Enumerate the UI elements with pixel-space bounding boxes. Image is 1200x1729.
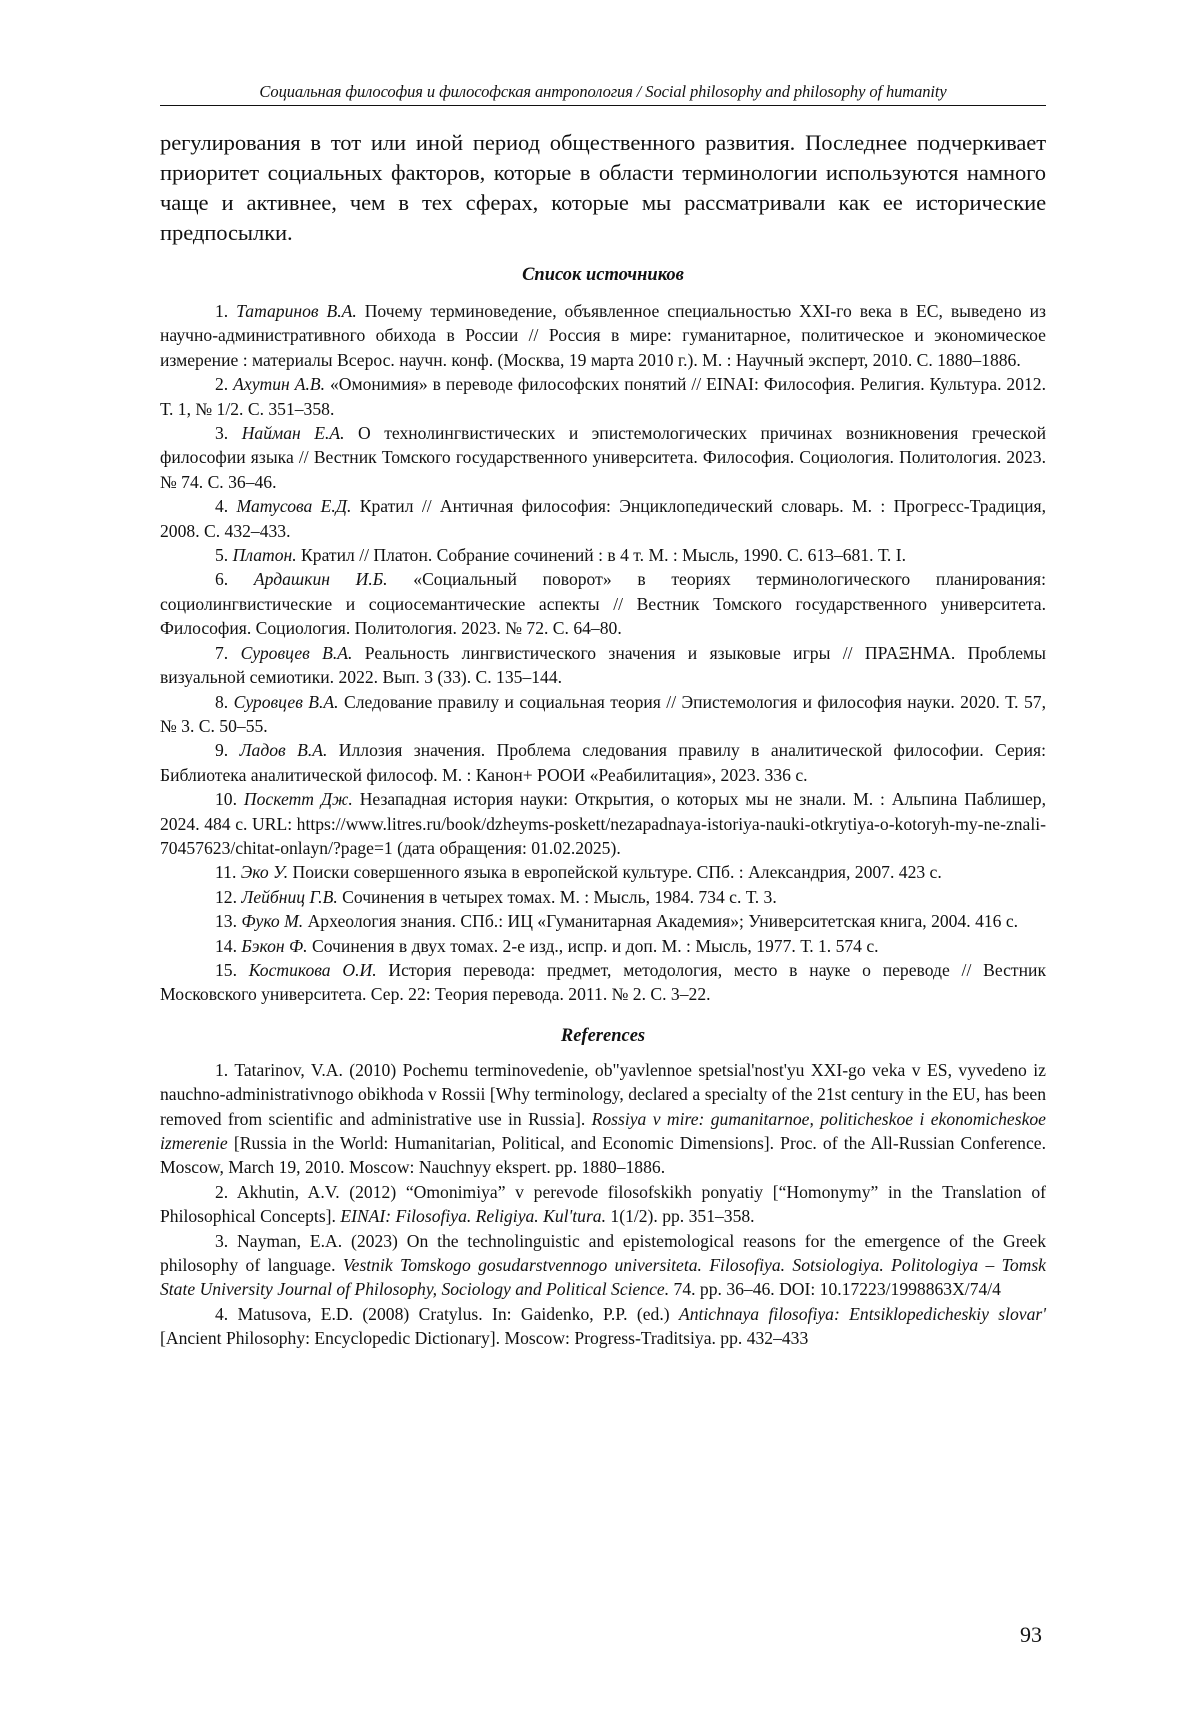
reference-item: 3. Nayman, E.A. (2023) On the technolinguistic and epistemological reasons for the emergence of the Greek philosophy of language. Vestnik Tomskogo gosudarstvennogo universiteta. Filosofiya. Sotsiologiya. Politologiya – Tomsk State University Journal of Philosophy, Sociology and Political Science. 74. pp. 36–46. DOI: 10.17223/1998863X/74/4 bbox=[160, 1230, 1046, 1300]
references-title: References bbox=[560, 1025, 646, 1046]
page-number: 93 bbox=[1020, 1622, 1042, 1647]
source-item: 9. Ладов В.А. Иллозия значения. Проблема следования правилу в аналитической философии. Серия: Библиотека аналитической философ. М. : Канон+ РООИ «Реабилитация», 2023. 336 с. bbox=[160, 740, 1046, 785]
source-item: 6. Ардашкин И.Б. «Социальный поворот» в теориях терминологического планирования: социолингвистические и социосемантические аспекты // Вестник Томского государственного университета. Философия. Социология. Политология. 2023. № 72. С. 64–80. bbox=[160, 569, 1046, 639]
source-item: 14. Бэкон Ф. Сочинения в двух томах. 2-е изд., испр. и доп. М. : Мысль, 1977. Т. 1. 574 с. bbox=[215, 935, 879, 956]
source-item: 15. Костикова О.И. История перевода: предмет, методология, место в науке о переводе // Вестник Московского университета. Сер. 22: Теория перевода. 2011. № 2. С. 3–22. bbox=[160, 959, 1046, 1005]
source-item: 7. Суровцев В.А. Реальность лингвистического значения и языковые игры // ПΡΑΞΗΜΑ. Проблемы визуальной семиотики. 2022. Вып. 3 (33). С. 135–144. bbox=[160, 642, 1046, 688]
source-item: 12. Лейбниц Г.В. Сочинения в четырех томах. М. : Мысль, 1984. 734 с. Т. 3. bbox=[215, 886, 777, 907]
page bbox=[160, 82, 1046, 1351]
references-list bbox=[160, 1058, 1046, 1351]
sources-list bbox=[160, 299, 1046, 1007]
source-item: 3. Найман Е.А. О технолингвистических и эпистемологических причинах возникновения греческой философии языка // Вестник Томского государственного университета. Философия. Социология. Политология. 2023. № 74. С. 36–46. bbox=[160, 423, 1046, 492]
source-item: 10. Поскетт Дж. Незападная история науки: Открытия, о которых мы не знали. М. : Альпина Паблишер, 2024. 484 с. URL: https://www.litres.ru/book/dzheyms-poskett/nezapadnaya-istoriya-nauki-otkrytiya-o-kotoryh-my-ne-znali-70457623/chitat-onlayn/?page=1 (дата обращения: 01.02.2025). bbox=[160, 789, 1046, 858]
reference-item: 4. Matusova, E.D. (2008) Cratylus. In: Gaidenko, P.P. (ed.) Antichnaya filosofiya: Entsiklopedicheskiy slovar' [Ancient Philosophy: Encyclopedic Dictionary]. Moscow: Progress-Traditsiya. pp. 432–433 bbox=[160, 1303, 1046, 1349]
source-item: 8. Суровцев В.А. Следование правилу и социальная теория // Эпистемология и философия науки. 2020. Т. 57, № 3. С. 50–55. bbox=[160, 691, 1046, 736]
source-item: 1. Татаринов В.А. Почему терминоведение, объявленное специальностью XXI-го века в ЕС, выведено из научно-административного обихода в России // Россия в мире: гуманитарное, политическое и экономическое измерение : материалы Всерос. научн. конф. (Москва, 19 марта 2010 г.). М. : Научный эксперт, 2010. С. 1880–1886. bbox=[160, 301, 1046, 370]
body-paragraph: регулирования в тот или иной период общественного развития. Последнее подчеркивает приоритет социальных факторов, которые в области терминологии используются намного чаще и активнее, чем в тех сферах, которые мы рассматривали как ее исторические предпосылки. bbox=[160, 130, 1046, 245]
reference-item: 2. Akhutin, A.V. (2012) “Omonimiya” v perevode filosofskikh ponyatiy [“Homonymy” in the Translation of Philosophical Concepts]. EINAI: Filosofiya. Religiya. Kul'tura. 1(1/2). pp. 351–358. bbox=[160, 1181, 1046, 1227]
source-item: 2. Ахутин А.В. «Омонимия» в переводе философских понятий // EINAI: Философия. Религия. Культура. 2012. Т. 1, № 1/2. С. 351–358. bbox=[160, 374, 1046, 419]
source-item: 4. Матусова Е.Д. Кратил // Античная философия: Энциклопедический словарь. М. : Прогресс-Традиция, 2008. С. 432–433. bbox=[160, 496, 1046, 541]
running-header: Социальная философия и философская антропология / Social philosophy and philosophy of humanity bbox=[160, 82, 1046, 106]
reference-item: 1. Tatarinov, V.A. (2010) Pochemu terminovedenie, ob"yavlennoe spetsial'nost'yu XXI-go veka v ES, vyvedeno iz nauchno-administrativnogo obikhoda v Rossii [Why terminology, declared a specialty of the 21st century in the EU, has been removed from scientific and administrative use in Russia]. Rossiya v mire: gumanitarnoe, politicheskoe i ekonomicheskoe izmerenie [Russia in the World: Humanitarian, Political, and Economic Dimensions]. Proc. of the All-Russian Conference. Moscow, March 19, 2010. Moscow: Nauchnyy ekspert. pp. 1880–1886. bbox=[160, 1059, 1046, 1178]
source-item: 13. Фуко М. Археология знания. СПб.: ИЦ «Гуманитарная Академия»; Университетская книга, 2004. 416 с. bbox=[215, 911, 1019, 932]
source-item: 11. Эко У. Поиски совершенного языка в европейской культуре. СПб. : Александрия, 2007. 423 с. bbox=[215, 862, 942, 883]
sources-title: Список источников bbox=[522, 265, 684, 285]
source-item: 5. Платон. Кратил // Платон. Собрание сочинений : в 4 т. М. : Мысль, 1990. С. 613–681. Т. I. bbox=[215, 545, 906, 566]
